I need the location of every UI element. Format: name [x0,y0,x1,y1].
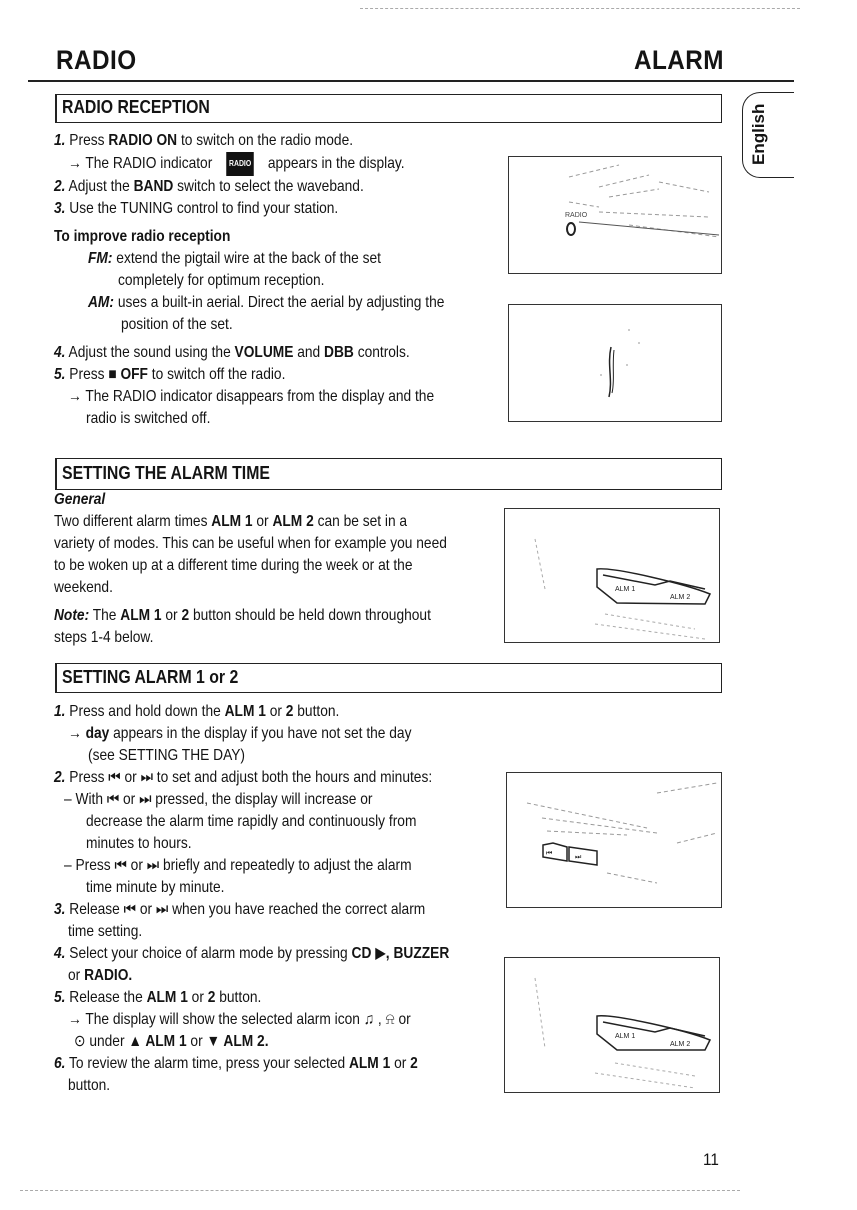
scan-edge-bottom [20,1190,740,1191]
alarm-step-2: 2. Press ⏮ or ⏭ to set and adjust both the hours and minutes: [54,769,433,786]
radio-reception-title: RADIO RECEPTION [62,97,210,117]
am-tip: AM: uses a built-in aerial. Direct the aerial by adjusting the [88,294,445,311]
radio-display-label: RADIO [565,212,588,219]
alarm-set-title: SETTING ALARM 1 or 2 [62,667,239,687]
general-line-1: Two different alarm times ALM 1 or ALM 2 can be set in a [54,513,408,530]
alarm-step-6: 6. To review the alarm time, press your selected ALM 1 or 2 [54,1055,418,1072]
fm-tip: FM: extend the pigtail wire at the back of the set [88,250,381,267]
scan-edge-top [360,8,800,9]
alm1-button-label: ALM 1 [615,586,636,593]
alarm-time-section-box [55,458,722,490]
radio-step-5-result: → The RADIO indicator disappears from the display and the [68,388,435,405]
alarm-step-1: 1. Press and hold down the ALM 1 or 2 button. [54,703,340,720]
alarm-step-2-bullet-1: – With ⏮ or ⏭ pressed, the display will increase or [64,791,373,808]
radio-step-5-result-cont: radio is switched off. [86,410,211,427]
alarm-step-6-cont: button. [68,1077,111,1094]
alm2-button-label: ALM 2 [670,594,691,601]
alarm-step-1-result-cont: (see SETTING THE DAY) [88,747,245,764]
header-left-title: RADIO [56,45,137,75]
general-line-4: weekend. [54,579,113,596]
alarm-step-2-bullet-1-cont: decrease the alarm time rapidly and continuously from [86,813,417,830]
improve-reception-heading: To improve radio reception [54,228,231,245]
alarm-buttons-figure-2 [504,957,720,1093]
pigtail-wire-sketch [509,305,723,423]
radio-step-3: 3. Use the TUNING control to find your station. [54,200,339,217]
alarm-step-3-cont: time setting. [68,923,143,940]
radio-step-5: 5. Press ■ OFF to switch off the radio. [54,366,286,383]
note-line-2: steps 1-4 below. [54,629,154,646]
prev-button-icon: ⏮ [546,849,553,857]
radio-display-zero-digit [567,223,575,235]
tuning-buttons-sketch [507,773,723,909]
radio-indicator-icon: RADIO [226,152,253,176]
tuning-buttons-figure [506,772,722,908]
page-number: 11 [703,1150,719,1169]
alarm-buttons-sketch-2 [505,958,721,1094]
general-line-3: to be woken up at a different time during the week or at the [54,557,413,574]
radio-step-1-result: → The RADIO indicator RADIO appears in the display. [68,152,405,176]
radio-display-figure [508,156,722,274]
pigtail-wire-figure [508,304,722,422]
next-button-icon: ⏭ [575,853,582,861]
alarm-step-3: 3. Release ⏮ or ⏭ when you have reached the correct alarm [54,901,426,918]
language-label: English [749,103,768,165]
alarm-step-4-cont: or RADIO. [68,967,133,984]
radio-reception-section-box [55,94,722,123]
radio-display-sketch [509,157,723,275]
general-line-2: variety of modes. This can be useful when for example you need [54,535,447,552]
alarm-step-2-bullet-2-cont: time minute by minute. [86,879,225,896]
alarm-step-5-result: → The display will show the selected alarm icon ♫ , ⍾ or [68,1011,411,1028]
radio-step-4: 4. Adjust the sound using the VOLUME and DBB controls. [54,344,410,361]
alarm-buttons-sketch [505,509,721,644]
alm2-button-label-2: ALM 2 [670,1041,691,1048]
am-tip-cont: position of the set. [121,316,233,333]
fm-tip-cont: completely for optimum reception. [118,272,325,289]
alarm-time-title: SETTING THE ALARM TIME [62,463,270,483]
alarm-buttons-figure [504,508,720,643]
alm1-button-label-2: ALM 1 [615,1033,636,1040]
alarm-step-5: 5. Release the ALM 1 or 2 button. [54,989,262,1006]
header-right-title: ALARM [634,45,724,75]
alarm-step-1-result: → day appears in the display if you have not set the day [68,725,412,742]
radio-step-1: 1. Press RADIO ON to switch on the radio mode. [54,132,354,149]
note-line-1: Note: The ALM 1 or 2 button should be held down throughout [54,607,431,624]
alarm-step-5-result-cont: ⊙ under ▲ ALM 1 or ▼ ALM 2. [74,1033,269,1050]
general-heading: General [54,491,106,508]
alarm-step-4: 4. Select your choice of alarm mode by pressing CD ▶, BUZZER [54,945,450,962]
alarm-set-section-box [55,663,722,693]
alarm-step-2-bullet-1-cont2: minutes to hours. [86,835,192,852]
radio-step-2: 2. Adjust the BAND switch to select the waveband. [54,178,364,195]
alarm-step-2-bullet-2: – Press ⏮ or ⏭ briefly and repeatedly to adjust the alarm [64,857,412,874]
header-rule [28,80,794,82]
language-tab [742,92,794,178]
